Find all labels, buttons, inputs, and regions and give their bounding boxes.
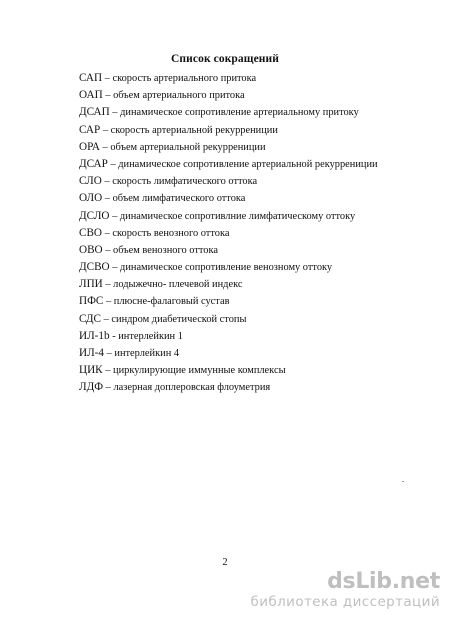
abbreviation-item <box>79 328 378 345</box>
abbreviation-term: ОВО <box>79 243 103 256</box>
abbreviation-definition: скорость артериального притока <box>112 73 257 84</box>
abbreviation-definition: скорость лимфатического оттока <box>112 176 258 188</box>
abbreviation-separator: – <box>102 90 114 102</box>
abbreviation-item <box>79 104 378 121</box>
abbreviation-definition: лодыжечно- плечевой индекс <box>113 279 243 291</box>
abbreviation-separator: – <box>103 382 114 394</box>
abbreviation-separator: – <box>102 365 114 377</box>
abbreviation-separator: – <box>103 296 114 308</box>
abbreviation-separator: – <box>107 158 119 170</box>
abbreviation-separator: – <box>101 313 112 325</box>
abbreviation-separator: – <box>99 141 111 153</box>
abbreviation-list <box>79 70 378 397</box>
abbreviation-item <box>79 362 378 379</box>
abbreviation-separator: – <box>109 107 121 119</box>
abbreviation-term: ДСВО <box>79 261 110 274</box>
abbreviation-separator: – <box>102 279 114 291</box>
abbreviation-definition: плюсне-фалаговый сустав <box>113 296 230 308</box>
abbreviation-definition: скорость артериальной рекуррениции <box>110 124 278 136</box>
abbreviation-term: ИЛ-4 <box>79 347 104 359</box>
abbreviation-definition: объем венозного оттока <box>113 244 218 256</box>
abbreviation-separator: – <box>102 227 113 239</box>
page-number: 2 <box>222 557 228 568</box>
abbreviation-separator: – <box>109 210 120 222</box>
abbreviation-term: ДСЛО <box>79 209 110 222</box>
abbreviation-item <box>79 173 378 190</box>
abbreviation-term: ЦИК <box>79 364 103 377</box>
abbreviation-definition: лазерная доплеровская флоуметрия <box>113 382 271 394</box>
abbreviation-item <box>79 345 378 362</box>
abbreviation-item <box>79 139 378 156</box>
abbreviation-item <box>79 379 378 396</box>
scan-speck <box>402 481 404 482</box>
abbreviation-item <box>79 122 378 139</box>
abbreviation-separator: - <box>109 330 119 342</box>
abbreviation-term: САР <box>79 123 101 136</box>
abbreviation-term: СВО <box>79 226 103 239</box>
abbreviation-term: ДСАП <box>79 106 110 119</box>
abbreviation-term: ОАП <box>79 89 103 102</box>
abbreviation-definition: объем артериальной рекуррениции <box>110 141 266 153</box>
abbreviation-term: ОРА <box>79 140 100 153</box>
abbreviation-separator: – <box>102 244 114 256</box>
abbreviation-definition: динамическое сопротивлние лимфатическому оттоку <box>119 210 356 222</box>
abbreviation-separator: – <box>104 348 115 359</box>
abbreviation-term: ЛПИ <box>79 278 103 291</box>
watermark-logo: dsLib.net <box>327 569 440 594</box>
abbreviation-term: САП <box>79 72 103 84</box>
abbreviation-separator: – <box>101 176 113 188</box>
abbreviation-definition: объем лимфатического оттока <box>112 193 246 205</box>
abbreviation-separator: – <box>102 193 113 205</box>
abbreviation-term: ДСАР <box>79 157 108 170</box>
abbreviation-item <box>79 293 378 310</box>
abbreviation-term: ЛДФ <box>79 381 104 394</box>
abbreviation-item <box>79 225 378 242</box>
abbreviation-definition: динамическое сопротивление венозному оттоку <box>120 262 333 274</box>
abbreviation-item <box>79 259 378 276</box>
abbreviation-item <box>79 208 378 225</box>
abbreviation-term: ПФС <box>79 295 104 308</box>
abbreviation-separator: – <box>109 262 121 274</box>
abbreviation-item <box>79 87 378 104</box>
abbreviation-definition: объем артериального притока <box>113 90 245 102</box>
abbreviation-item <box>79 156 378 173</box>
abbreviation-term: СДС <box>79 312 101 325</box>
abbreviation-item <box>79 276 378 293</box>
page-title: Список сокращений <box>171 53 279 65</box>
abbreviation-term: ОЛО <box>79 192 103 205</box>
abbreviation-definition: циркулирующие иммунные комплексы <box>113 365 286 377</box>
abbreviation-term: ИЛ-1b <box>79 329 110 342</box>
abbreviation-definition: синдром диабетической стопы <box>111 313 247 325</box>
abbreviation-definition: динамическое сопротивление артериальному притоку <box>120 107 359 119</box>
abbreviation-definition: интерлейкин 4 <box>114 348 180 359</box>
abbreviation-separator: – <box>102 73 113 84</box>
watermark-subtitle: библиотека диссертаций <box>250 594 440 610</box>
watermark <box>251 570 440 610</box>
abbreviation-item <box>79 311 378 328</box>
abbreviation-definition: скорость венозного оттока <box>112 227 230 239</box>
abbreviation-term: СЛО <box>79 175 102 188</box>
abbreviation-definition: интерлейкин 1 <box>118 330 183 342</box>
abbreviation-separator: – <box>100 124 111 136</box>
abbreviation-item <box>79 242 378 259</box>
abbreviation-item <box>79 190 378 207</box>
abbreviation-definition: динамическое сопротивление артериальной рекуррениции <box>118 158 378 170</box>
abbreviation-item <box>79 70 378 87</box>
